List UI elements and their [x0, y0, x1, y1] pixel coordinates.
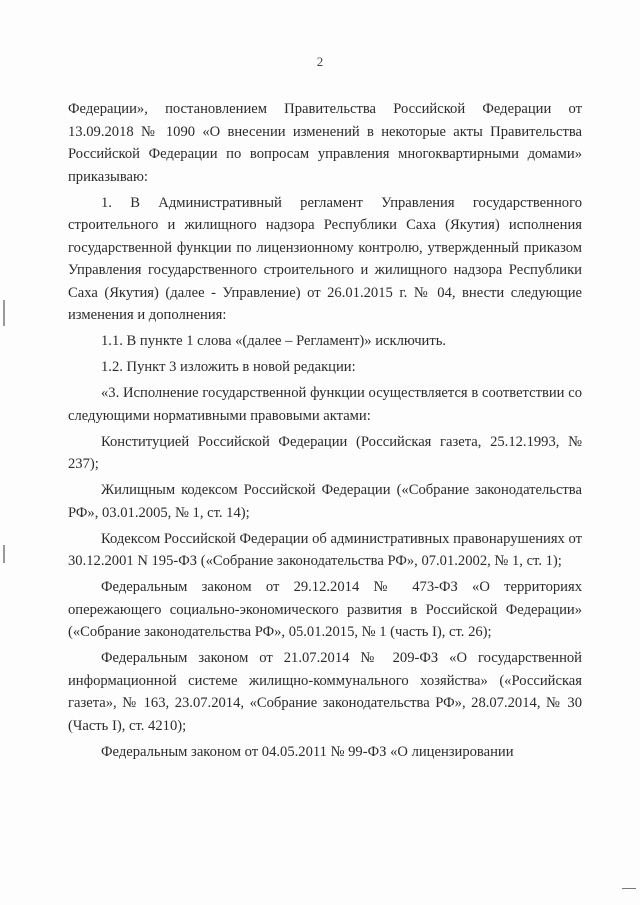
paragraph-constitution: Конституцией Российской Федерации (Российская газета, 25.12.1993, № 237);	[68, 433, 582, 472]
paragraph-item-1: 1. В Административный регламент Управления государственного строительного и жилищного надзора Республики Саха (Якутия) исполнения государственной функции по лицензионному контролю, утвержденный приказом Управления государственного строительного и жилищного надзора Республики Саха (Якутия) (далее - Управление) от 26.01.2015 г. № 04, внести следующие изменения и дополнения:	[68, 194, 582, 323]
scan-artifact	[3, 545, 5, 563]
scan-artifact	[622, 888, 636, 889]
paragraph-item-1-1: 1.1. В пункте 1 слова «(далее – Регламент)» исключить.	[101, 333, 447, 349]
paragraph-clause-3: «3. Исполнение государственной функции осуществляется в соответствии со следующими нормативными правовыми актами:	[68, 385, 582, 424]
paragraph-continuation: Федерации», постановлением Правительства Российской Федерации от 13.09.2018 № 1090 «О внесении изменений в некоторые акты Правительства Российской Федерации по вопросам управления многоквартирными домами» приказываю:	[68, 101, 582, 185]
paragraph-law-473: Федеральным законом от 29.12.2014 № 473-ФЗ «О территориях опережающего социально-экономического развития в Российской Федерации» («Собрание законодательства РФ», 05.01.2015, № 1 (часть I), ст. 26);	[68, 579, 582, 640]
paragraph-item-1-2: 1.2. Пункт 3 изложить в новой редакции:	[101, 359, 356, 375]
scan-artifact	[3, 300, 5, 326]
paragraph-law-209: Федеральным законом от 21.07.2014 № 209-ФЗ «О государственной информационной системе жилищно-коммунального хозяйства» («Российская газета», № 163, 23.07.2014, «Собрание законодательства РФ», 28.07.2014, № 30 (Часть I), ст. 4210);	[68, 650, 582, 734]
paragraph-housing-code: Жилищным кодексом Российской Федерации («Собрание законодательства РФ», 03.01.2005, № 1, ст. 14);	[68, 482, 582, 521]
page-number: 2	[316, 54, 324, 69]
paragraph-law-99: Федеральным законом от 04.05.2011 № 99-ФЗ «О лицензировании	[101, 743, 514, 760]
paragraph-admin-code: Кодексом Российской Федерации об административных правонарушениях от 30.12.2001 N 195-ФЗ («Собрание законодательства РФ», 07.01.2002, № 1, ст. 1);	[68, 530, 582, 569]
document-body	[68, 98, 582, 767]
